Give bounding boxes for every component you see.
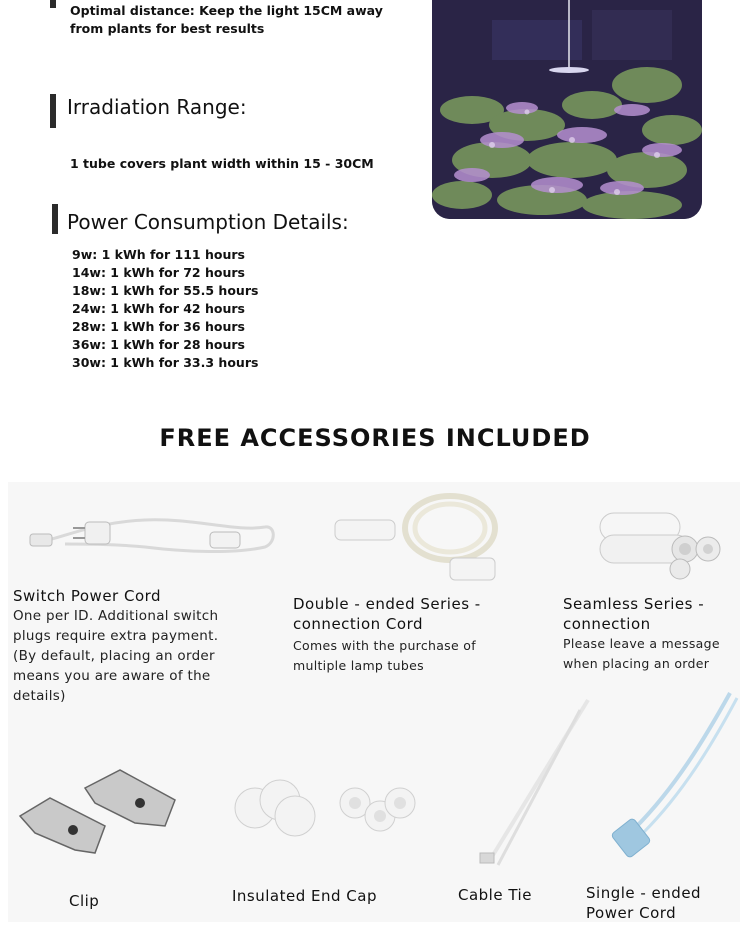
switch-power-cord-desc: One per ID. Additional switch plugs require extra payment. (By default, placing an order means you are aware of the details) (13, 608, 219, 704)
section-bar-power (52, 204, 58, 234)
accessories-title: FREE ACCESSORIES INCLUDED (159, 424, 591, 452)
section-bar-distance (50, 0, 56, 8)
switch-power-cord-label: Switch Power Cord (13, 587, 162, 605)
single-ended-cord-image (605, 688, 745, 863)
end-cap-image (225, 778, 420, 838)
cable-tie-image (470, 695, 600, 880)
cable-tie-label: Cable Tie (458, 886, 532, 904)
plant-photo (432, 0, 702, 219)
section-bar-irradiation (50, 94, 56, 128)
end-cap-label: Insulated End Cap (232, 887, 377, 905)
power-list (72, 246, 258, 372)
power-item: 24w: 1 kWh for 42 hours (72, 301, 245, 316)
power-heading: Power Consumption Details: (67, 210, 349, 234)
switch-power-cord-image (25, 492, 280, 572)
double-ended-cord-image (330, 488, 530, 588)
irradiation-text: 1 tube covers plant width within 15 - 30CM (70, 156, 374, 171)
double-ended-cord-desc: Comes with the purchase of multiple lamp tubes (293, 638, 476, 673)
seamless-connection-label: Seamless Series - connection (563, 595, 705, 633)
clip-label: Clip (69, 892, 100, 910)
irradiation-heading: Irradiation Range: (67, 95, 247, 119)
double-ended-cord-label: Double - ended Series - connection Cord (293, 595, 481, 633)
plant-illustration (432, 0, 702, 219)
seamless-connection-desc: Please leave a message when placing an order (563, 636, 720, 671)
power-item: 36w: 1 kWh for 28 hours (72, 337, 245, 352)
power-item: 18w: 1 kWh for 55.5 hours (72, 283, 259, 298)
power-item: 14w: 1 kWh for 72 hours (72, 265, 245, 280)
power-item: 28w: 1 kWh for 36 hours (72, 319, 245, 334)
single-ended-cord-label: Single - ended Power Cord (586, 884, 702, 922)
seamless-connector-image (590, 505, 730, 585)
distance-text: Optimal distance: Keep the light 15CM away from plants for best results (70, 3, 383, 36)
power-item: 30w: 1 kWh for 33.3 hours (72, 355, 259, 370)
clip-image (15, 768, 185, 863)
power-item: 9w: 1 kWh for 111 hours (72, 247, 245, 262)
